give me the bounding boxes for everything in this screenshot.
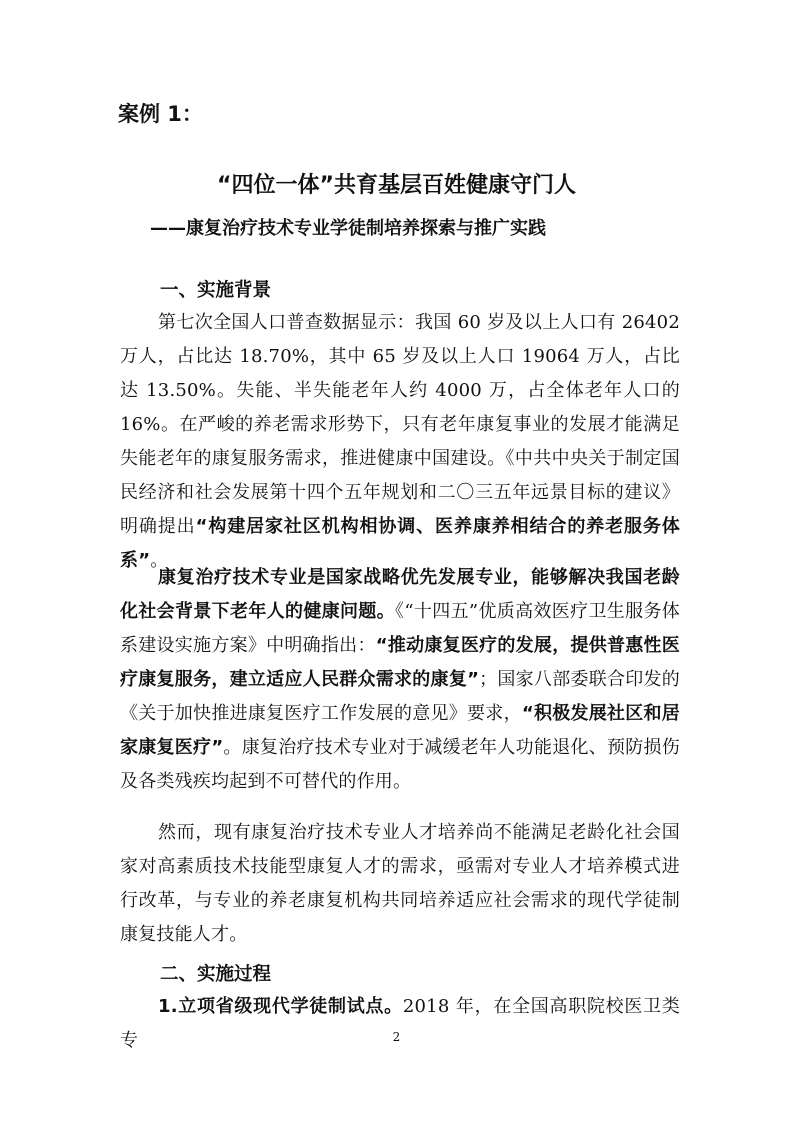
document-title: “四位一体”共育基层百姓健康守门人 <box>217 173 576 198</box>
case-label: 案例 1： <box>118 102 203 126</box>
paragraph-text: 2018 年，在全国高职院校医卫类专 <box>120 996 680 1051</box>
paragraph-emphasis: 康复治疗技术专业是国家战略优先发展专业，能够解决我国老龄化社会背景下老年人的健康问题。 <box>120 567 680 622</box>
paragraph-text: 第七次全国人口普查数据显示：我国 60 岁及以上人口有 26402 万人，占比达 18.70%，其中 65 岁及以上人口 19064 万人，占比达 13.50%。失能、半失能老年人约 4000 万，占全体老年人口的 16%。在严峻的养老需求形势下，只有老年康复事业的发展才能满足失能老年的康复服务需求，推进健康中国建设。《中共中央关于制定国民经济和社会发展第十四个五年规划和二〇三五年远景目标的建议》明确提出 <box>120 312 680 537</box>
paragraph-emphasis: “推动康复医疗的发展，提供普惠性医疗康复服务，建立适应人民群众需求的康复” <box>120 635 680 690</box>
page-number: 2 <box>392 1030 401 1044</box>
paragraph-process-1 <box>120 990 680 1058</box>
section-heading-background: 一、实施背景 <box>160 280 272 301</box>
paragraph-text: 。 <box>150 550 169 571</box>
paragraph-emphasis: “积极发展社区和居家康复医疗” <box>120 703 680 758</box>
paragraph-text: ；国家八部委联合印发的《关于加快推进康复医疗工作发展的意见》要求， <box>120 669 681 724</box>
paragraph-background-2 <box>120 561 680 799</box>
section-heading-process: 二、实施过程 <box>160 964 272 985</box>
paragraph-text: 《“十四五”优质高效医疗卫生服务体系建设实施方案》中明确指出： <box>120 601 680 656</box>
document-subtitle: ——康复治疗技术专业学徒制培养探索与推广实践 <box>150 218 546 239</box>
paragraph-emphasis: “构建居家社区机构相协调、医养康养相结合的养老服务体系” <box>120 516 680 571</box>
paragraph-background-1 <box>120 306 680 578</box>
paragraph-background-3: 然而，现有康复治疗技术专业人才培养尚不能满足老龄化社会国家对高素质技术技能型康复人才的需求，亟需对专业人才培养模式进行改革，与专业的养老康复机构共同培养适应社会需求的现代学徒制康复技能人才。 <box>120 822 680 945</box>
paragraph-emphasis: 1.立项省级现代学徒制试点。 <box>158 996 403 1017</box>
paragraph-text: 。康复治疗技术专业对于减缓老年人功能退化、预防损伤及各类残疾均起到不可替代的作用。 <box>120 737 680 792</box>
